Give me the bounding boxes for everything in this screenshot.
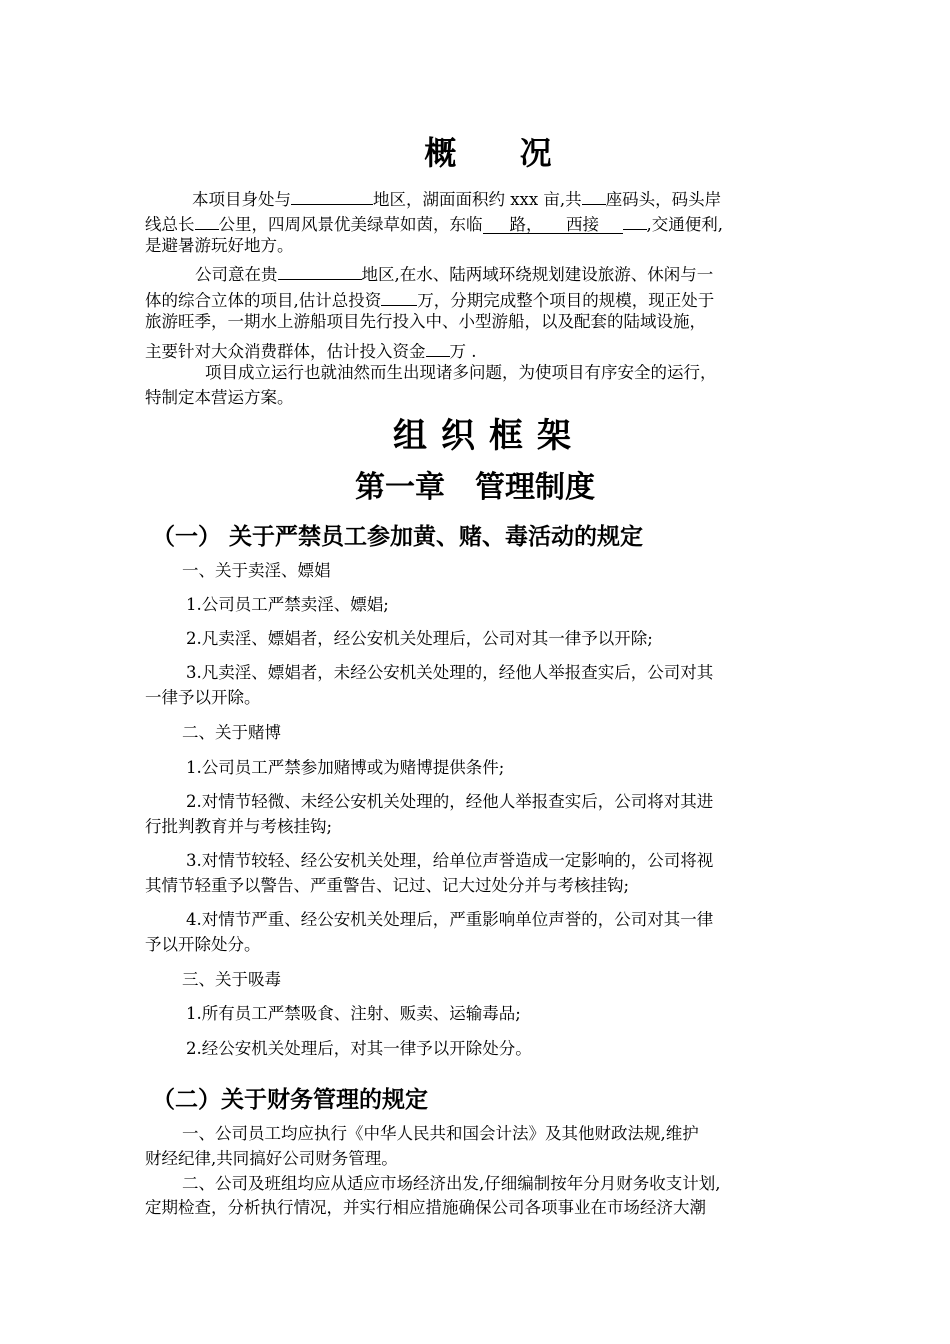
chapter-title: 第一章 管理制度 <box>355 470 595 505</box>
blank-location <box>278 263 362 280</box>
overview-p1-line3: 是避暑游玩好地方。 <box>145 236 294 255</box>
overview-p2-line1: 公司意在贵 地区,在水、陆两域环绕规划建设旅游、休闲与一 <box>195 265 714 284</box>
section1-sub2: 二、关于赌博 <box>182 723 281 742</box>
section1-sub3: 三、关于吸毒 <box>182 970 281 989</box>
blank-east-road: 路， <box>483 217 543 234</box>
section1-heading: （一） 关于严禁员工参加黄、赌、毒活动的规定 <box>152 524 644 550</box>
overview-p1-line2: 线总长 公里，四周风景优美绿草如茵，东临 路， 西接 ,交通便利, <box>145 215 723 234</box>
overview-p3-line1: 项目成立运行也就油然而生出现诸多问题，为使项目有序安全的运行， <box>205 363 717 382</box>
section1-sub2-item4-line2: 予以开除处分。 <box>145 935 261 954</box>
section1-sub1-item3-line1: 3.凡卖淫、嫖娼者，未经公安机关处理的，经他人举报查实后，公司对其 <box>186 663 714 682</box>
blank-west: 西接 <box>543 217 623 234</box>
section1-sub1-item3-line2: 一律予以开除。 <box>145 688 261 707</box>
section1-sub3-item2: 2.经公安机关处理后，对其一律予以开除处分。 <box>186 1039 532 1058</box>
section1-sub2-item3-line1: 3.对情节较轻、经公安机关处理，给单位声誉造成一定影响的，公司将视 <box>186 851 714 870</box>
blank-region <box>291 188 373 205</box>
section2-p1-line1: 一、公司员工均应执行《中华人民共和国会计法》及其他财政法规,维护 <box>182 1124 699 1143</box>
overview-p2-line3: 旅游旺季，一期水上游船项目先行投入中、小型游船，以及配套的陆域设施， <box>145 312 706 331</box>
section1-sub1-item1: 1.公司员工严禁卖淫、嫖娼; <box>186 595 389 614</box>
section1-sub2-item2-line2: 行批判教育并与考核挂钩; <box>145 817 333 836</box>
framework-title: 组织框架 <box>393 416 585 456</box>
blank-capital <box>426 340 450 357</box>
section2-heading: （二）关于财务管理的规定 <box>152 1087 428 1113</box>
section1-sub2-item4-line1: 4.对情节严重、经公安机关处理后，严重影响单位声誉的，公司对其一律 <box>186 910 714 929</box>
section1-sub1-item2: 2.凡卖淫、嫖娼者，经公安机关处理后，公司对其一律予以开除; <box>186 629 653 648</box>
section1-sub3-item1: 1.所有员工严禁吸食、注射、贩卖、运输毒品; <box>186 1004 521 1023</box>
overview-p2-line4: 主要针对大众消费群体，估计投入资金 万 . <box>145 342 477 361</box>
overview-p2-line2: 体的综合立体的项目,估计总投资 万，分期完成整个项目的规模，现正处于 <box>145 291 715 310</box>
section2-p2-line1: 二、公司及班组均应从适应市场经济出发,仔细编制按年分月财务收支计划, <box>182 1174 721 1193</box>
section2-p2-line2: 定期检查，分析执行情况，并实行相应措施确保公司各项事业在市场经济大潮 <box>145 1198 706 1217</box>
overview-p3-line2: 特制定本营运方案。 <box>145 388 294 407</box>
section1-sub1: 一、关于卖淫、嫖娼 <box>182 561 331 580</box>
blank-length <box>195 213 219 230</box>
section1-sub2-item1: 1.公司员工严禁参加赌博或为赌博提供条件; <box>186 758 505 777</box>
overview-p1-line1: 本项目身处与 地区，湖面面积约 xxx 亩,共 座码头，码头岸 <box>192 190 722 209</box>
blank-docks <box>582 188 606 205</box>
section2-p1-line2: 财经纪律,共同搞好公司财务管理。 <box>145 1149 398 1168</box>
section1-sub2-item3-line2: 其情节轻重予以警告、严重警告、记过、记大过处分并与考核挂钩; <box>145 876 630 895</box>
blank-investment <box>381 289 417 306</box>
section1-sub2-item2-line1: 2.对情节轻微、未经公安机关处理的，经他人举报查实后，公司将对其进 <box>186 792 714 811</box>
overview-title: 概 况 <box>424 134 578 172</box>
blank-west-value <box>623 213 647 230</box>
